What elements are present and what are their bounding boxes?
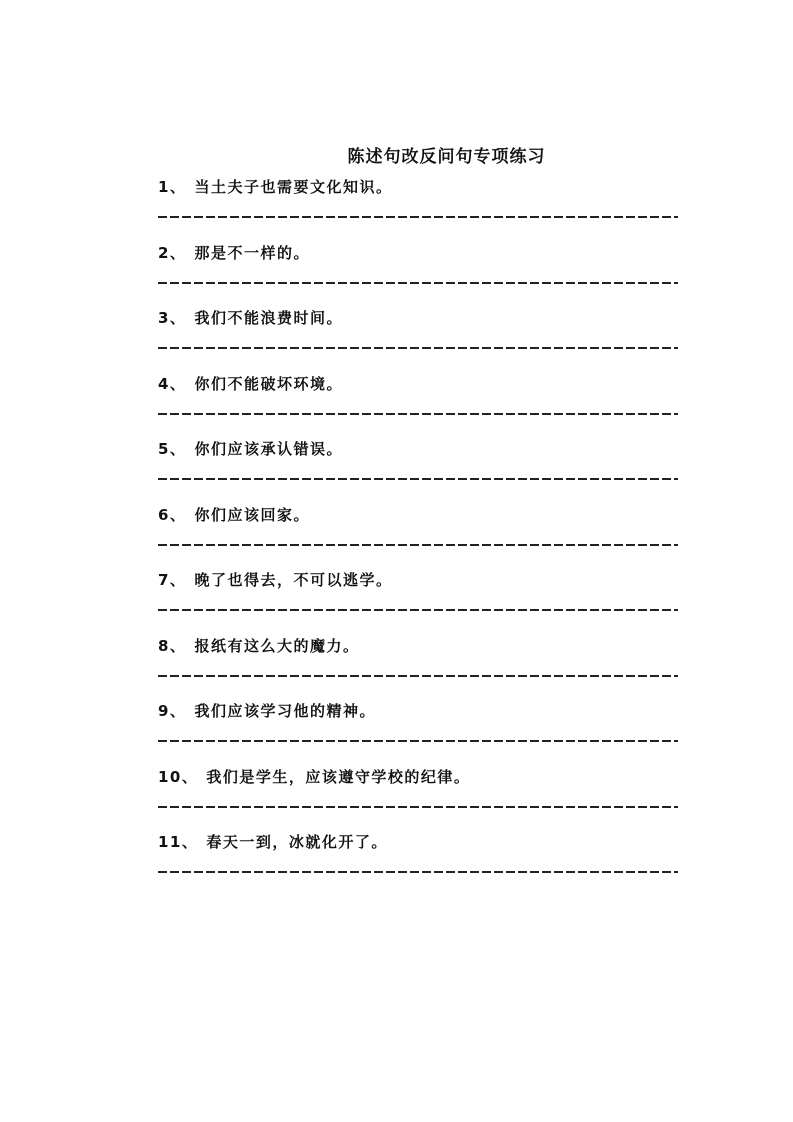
question-number: 7、	[158, 571, 187, 589]
question-text	[158, 307, 343, 328]
question-item	[158, 700, 683, 766]
question-number: 2、	[158, 243, 187, 262]
answer-line[interactable]	[158, 544, 678, 546]
question-sentence: 春天一到，冰就化开了。	[206, 833, 388, 851]
question-sentence: 你们应该承认错误。	[194, 440, 343, 458]
answer-line[interactable]	[158, 347, 678, 349]
question-item	[158, 635, 683, 701]
question-item	[158, 569, 683, 635]
question-text	[158, 373, 343, 394]
answer-line[interactable]	[158, 609, 678, 611]
answer-line[interactable]	[158, 216, 678, 218]
question-number: 8、	[158, 636, 187, 655]
answer-line[interactable]	[158, 871, 678, 873]
question-item	[158, 373, 683, 439]
question-text	[158, 766, 470, 787]
answer-line[interactable]	[158, 282, 678, 284]
question-number: 10、	[158, 767, 199, 786]
question-item	[158, 831, 683, 897]
question-sentence: 当土夫子也需要文化知识。	[194, 178, 393, 196]
question-text	[158, 176, 392, 197]
answer-line[interactable]	[158, 675, 678, 677]
question-item	[158, 438, 683, 504]
question-number: 5、	[158, 440, 187, 458]
question-sentence: 你们不能破坏环境。	[194, 374, 343, 393]
question-item	[158, 176, 683, 242]
question-text	[158, 569, 392, 590]
worksheet-title: 陈述句改反问句专项练习	[347, 147, 546, 167]
question-number: 4、	[158, 374, 187, 393]
question-sentence: 你们应该回家。	[194, 505, 310, 524]
question-item	[158, 766, 683, 832]
question-sentence: 我们是学生，应该遵守学校的纪律。	[206, 767, 471, 786]
question-sentence: 我们应该学习他的精神。	[194, 702, 376, 720]
answer-line[interactable]	[158, 478, 678, 480]
answer-line[interactable]	[158, 413, 678, 415]
question-text	[158, 504, 310, 525]
question-item	[158, 307, 683, 373]
answer-line[interactable]	[158, 806, 678, 808]
question-number: 6、	[158, 505, 187, 524]
question-number: 9、	[158, 702, 187, 720]
question-sentence: 晚了也得去，不可以逃学。	[194, 571, 393, 589]
question-number: 1、	[158, 178, 187, 196]
question-text	[158, 700, 376, 721]
question-text	[158, 242, 310, 263]
question-sentence: 我们不能浪费时间。	[194, 309, 343, 327]
question-sentence: 那是不一样的。	[194, 243, 310, 262]
question-number: 3、	[158, 309, 187, 327]
question-text	[158, 831, 388, 852]
question-list	[158, 176, 683, 897]
question-text	[158, 438, 343, 459]
question-sentence: 报纸有这么大的魔力。	[194, 636, 360, 655]
answer-line[interactable]	[158, 740, 678, 742]
question-item	[158, 504, 683, 570]
question-text	[158, 635, 359, 656]
question-number: 11、	[158, 833, 199, 851]
question-item	[158, 242, 683, 308]
